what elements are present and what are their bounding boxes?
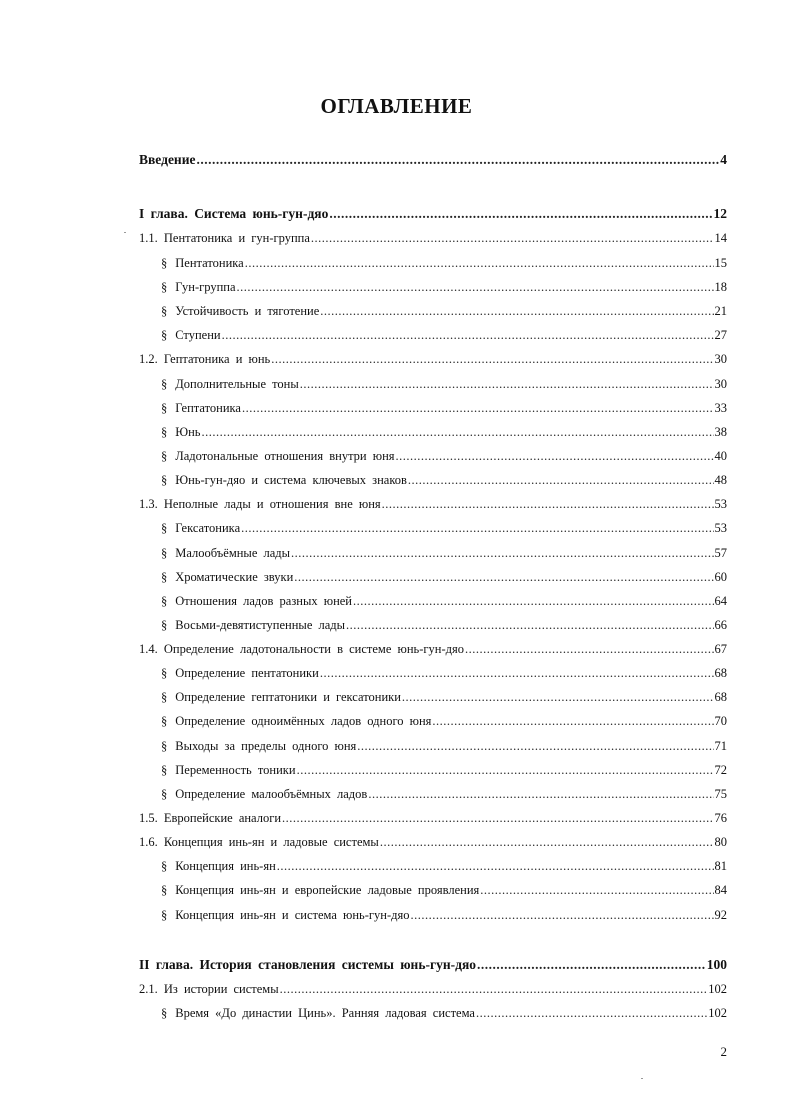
leader-dots (477, 957, 706, 973)
toc-entry-label: 2.1. Из истории системы (139, 982, 279, 996)
toc-entry-page: 33 (714, 401, 727, 415)
leader-dots (410, 908, 713, 923)
leader-dots (408, 473, 714, 488)
toc-entry-page: 27 (714, 328, 727, 342)
toc-entry-subsection[interactable] (161, 401, 727, 416)
toc-entry-subsection[interactable] (161, 714, 727, 729)
toc-entry-page: 72 (714, 763, 727, 777)
toc-entry-subsection[interactable] (161, 304, 727, 319)
leader-dots (245, 256, 714, 271)
toc-entry-label: 1.6. Концепция инь-ян и ладовые системы (139, 835, 379, 849)
toc-entry-subsection[interactable] (161, 473, 727, 488)
toc-entry-page: 21 (714, 304, 727, 318)
toc-entry-page: 30 (714, 377, 727, 391)
leader-dots (196, 152, 719, 168)
toc-entry-page: 18 (714, 280, 727, 294)
toc-entry-label: Концепция инь-ян (175, 859, 276, 873)
toc-entry-page: 57 (714, 546, 727, 560)
section-mark: § (161, 521, 168, 535)
leader-dots (346, 618, 713, 633)
section-mark: § (161, 425, 168, 439)
section-mark: § (161, 787, 168, 801)
toc-entry-section-1-3[interactable] (139, 497, 727, 512)
section-mark: § (161, 883, 168, 897)
page-title: ОГЛАВЛЕНИЕ (320, 94, 473, 118)
section-mark: § (161, 256, 168, 270)
toc-entry-subsection[interactable] (161, 328, 727, 343)
toc-entry-page: 68 (714, 666, 727, 680)
section-mark: § (161, 690, 168, 704)
toc-entry-page: 4 (720, 152, 727, 167)
toc-entry-section-1-5[interactable] (139, 811, 727, 826)
toc-entry-subsection[interactable] (161, 787, 727, 802)
toc-entry-label: II глава. История становления системы юнь-гун-дяо (139, 957, 477, 972)
section-mark: § (161, 594, 168, 608)
page-number: 2 (720, 1044, 727, 1059)
toc-entry-page: 100 (706, 957, 727, 972)
toc-entry-page: 81 (714, 859, 727, 873)
toc-entry-label: Малообъёмные лады (175, 546, 291, 560)
leader-dots (480, 883, 713, 898)
toc-entry-label: Концепция инь-ян и европейские ладовые проявления (175, 883, 480, 897)
toc-entry-subsection[interactable] (161, 521, 727, 536)
toc-entry-label: Отношения ладов разных юней (175, 594, 352, 608)
toc-entry-subsection[interactable] (161, 546, 727, 561)
toc-entry-page: 92 (714, 908, 727, 922)
toc-entry-label: Юнь (175, 425, 201, 439)
toc-entry-page: 12 (713, 206, 727, 221)
toc-entry-label: Выходы за пределы одного юня (175, 739, 357, 753)
scan-speck (641, 1078, 643, 1079)
toc-entry-section-1-4[interactable] (139, 642, 727, 657)
toc-entry-page: 76 (714, 811, 727, 825)
toc-entry-subsection[interactable] (161, 1006, 727, 1021)
toc-entry-page: 75 (714, 787, 727, 801)
toc-entry-page: 60 (714, 570, 727, 584)
toc-entry-page: 40 (714, 449, 727, 463)
toc-entry-subsection[interactable] (161, 618, 727, 633)
leader-dots (476, 1006, 707, 1021)
leader-dots (329, 206, 712, 222)
toc-entry-section-1-6[interactable] (139, 835, 727, 850)
leader-dots (402, 690, 714, 705)
toc-entry-page: 71 (714, 739, 727, 753)
toc-entry-introduction[interactable] (139, 152, 727, 168)
leader-dots (297, 763, 714, 778)
toc-entry-page: 80 (714, 835, 727, 849)
leader-dots (271, 352, 713, 367)
toc-entry-page: 102 (708, 982, 727, 996)
toc-entry-subsection[interactable] (161, 280, 727, 295)
toc-entry-page: 68 (714, 690, 727, 704)
toc-entry-page: 38 (714, 425, 727, 439)
leader-dots (380, 835, 714, 850)
leader-dots (242, 401, 714, 416)
toc-entry-subsection[interactable] (161, 763, 727, 778)
toc-entry-label: Юнь-гун-дяо и система ключевых знаков (175, 473, 407, 487)
toc-entry-page: 64 (714, 594, 727, 608)
toc-entry-subsection[interactable] (161, 425, 727, 440)
section-mark: § (161, 859, 168, 873)
toc-entry-subsection[interactable] (161, 256, 727, 271)
section-mark: § (161, 570, 168, 584)
section-mark: § (161, 739, 168, 753)
toc-entry-subsection[interactable] (161, 570, 727, 585)
toc-entry-label: I глава. Система юнь-гун-дяо (139, 206, 329, 221)
leader-dots (320, 304, 713, 319)
toc-entry-label: Гептатоника (175, 401, 241, 415)
leader-dots (222, 328, 714, 343)
leader-dots (320, 666, 714, 681)
toc-entry-label: Гексатоника (175, 521, 241, 535)
section-mark: § (161, 401, 168, 415)
leader-dots (353, 594, 714, 609)
section-mark: § (161, 328, 168, 342)
toc-entry-label: 1.5. Европейские аналоги (139, 811, 282, 825)
leader-dots (280, 982, 708, 997)
toc-entry-subsection[interactable] (161, 739, 727, 754)
leader-dots (368, 787, 713, 802)
leader-dots (311, 231, 714, 246)
leader-dots (291, 546, 713, 561)
toc-entry-subsection[interactable] (161, 908, 727, 923)
toc-entry-page: 70 (714, 714, 727, 728)
toc-entry-page: 102 (708, 1006, 727, 1020)
toc-entry-label: Пентатоника (175, 256, 244, 270)
toc-entry-label: Ладотональные отношения внутри юня (175, 449, 395, 463)
leader-dots (465, 642, 714, 657)
section-mark: § (161, 666, 168, 680)
leader-dots (241, 521, 713, 536)
toc-entry-label: Переменность тоники (175, 763, 296, 777)
toc-entry-page: 30 (714, 352, 727, 366)
toc-entry-subsection[interactable] (161, 449, 727, 464)
toc-entry-label: Определение одноимённых ладов одного юня (175, 714, 432, 728)
toc-entry-page: 15 (714, 256, 727, 270)
leader-dots (237, 280, 714, 295)
toc-entry-section-1-2[interactable] (139, 352, 727, 367)
toc-entry-label: Время «До династии Цинь». Ранняя ладовая система (175, 1006, 475, 1020)
toc-entry-page: 14 (714, 231, 727, 245)
toc-entry-page: 66 (714, 618, 727, 632)
leader-dots (382, 497, 714, 512)
toc-entry-label: 1.3. Неполные лады и отношения вне юня (139, 497, 381, 511)
toc-entry-label: 1.4. Определение ладотональности в системе юнь-гун-дяо (139, 642, 464, 656)
toc-entry-label: 1.1. Пентатоника и гун-группа (139, 231, 310, 245)
toc-entry-label: Определение гептатоники и гексатоники (175, 690, 401, 704)
toc-entry-label: Дополнительные тоны (175, 377, 299, 391)
toc-entry-page: 84 (714, 883, 727, 897)
leader-dots (202, 425, 714, 440)
section-mark: § (161, 1006, 168, 1020)
toc-entry-chapter-2[interactable] (139, 957, 727, 973)
leader-dots (294, 570, 713, 585)
leader-dots (277, 859, 714, 874)
leader-dots (396, 449, 714, 464)
toc-entry-subsection[interactable] (161, 690, 727, 705)
toc-entry-subsection[interactable] (161, 377, 727, 392)
toc-entry-chapter-1[interactable] (139, 206, 727, 222)
toc-entry-subsection[interactable] (161, 883, 727, 898)
toc-entry-label: Гун-группа (175, 280, 236, 294)
section-mark: § (161, 714, 168, 728)
toc-entry-page: 48 (714, 473, 727, 487)
toc-entry-label: Ступени (175, 328, 221, 342)
toc-entry-section-1-1[interactable] (139, 231, 727, 246)
toc-entry-label: Определение пентатоники (175, 666, 319, 680)
leader-dots (357, 739, 713, 754)
toc-entry-label: Хроматические звуки (175, 570, 294, 584)
section-mark: § (161, 618, 168, 632)
toc-entry-label: Определение малообъёмных ладов (175, 787, 368, 801)
toc-entry-label: Устойчивость и тяготение (175, 304, 320, 318)
toc-entry-label: Концепция инь-ян и система юнь-гун-дяо (175, 908, 410, 922)
toc-entry-subsection[interactable] (161, 594, 727, 609)
section-mark: § (161, 763, 168, 777)
toc-entry-label: Введение (139, 152, 196, 167)
toc-entry-page: 67 (714, 642, 727, 656)
section-mark: § (161, 546, 168, 560)
leader-dots (432, 714, 713, 729)
section-mark: § (161, 908, 168, 922)
toc-entry-label: 1.2. Гептатоника и юнь (139, 352, 271, 366)
section-mark: § (161, 280, 168, 294)
toc-entry-page: 53 (714, 497, 727, 511)
section-mark: § (161, 449, 168, 463)
scan-speck (124, 232, 126, 233)
toc-entry-label: Восьми-девятиступенные лады (175, 618, 346, 632)
section-mark: § (161, 304, 168, 318)
leader-dots (282, 811, 713, 826)
toc-entry-subsection[interactable] (161, 859, 727, 874)
section-mark: § (161, 473, 168, 487)
toc-entry-section-2-1[interactable] (139, 982, 727, 997)
toc-entry-subsection[interactable] (161, 666, 727, 681)
toc-entry-page: 53 (714, 521, 727, 535)
section-mark: § (161, 377, 168, 391)
leader-dots (300, 377, 714, 392)
